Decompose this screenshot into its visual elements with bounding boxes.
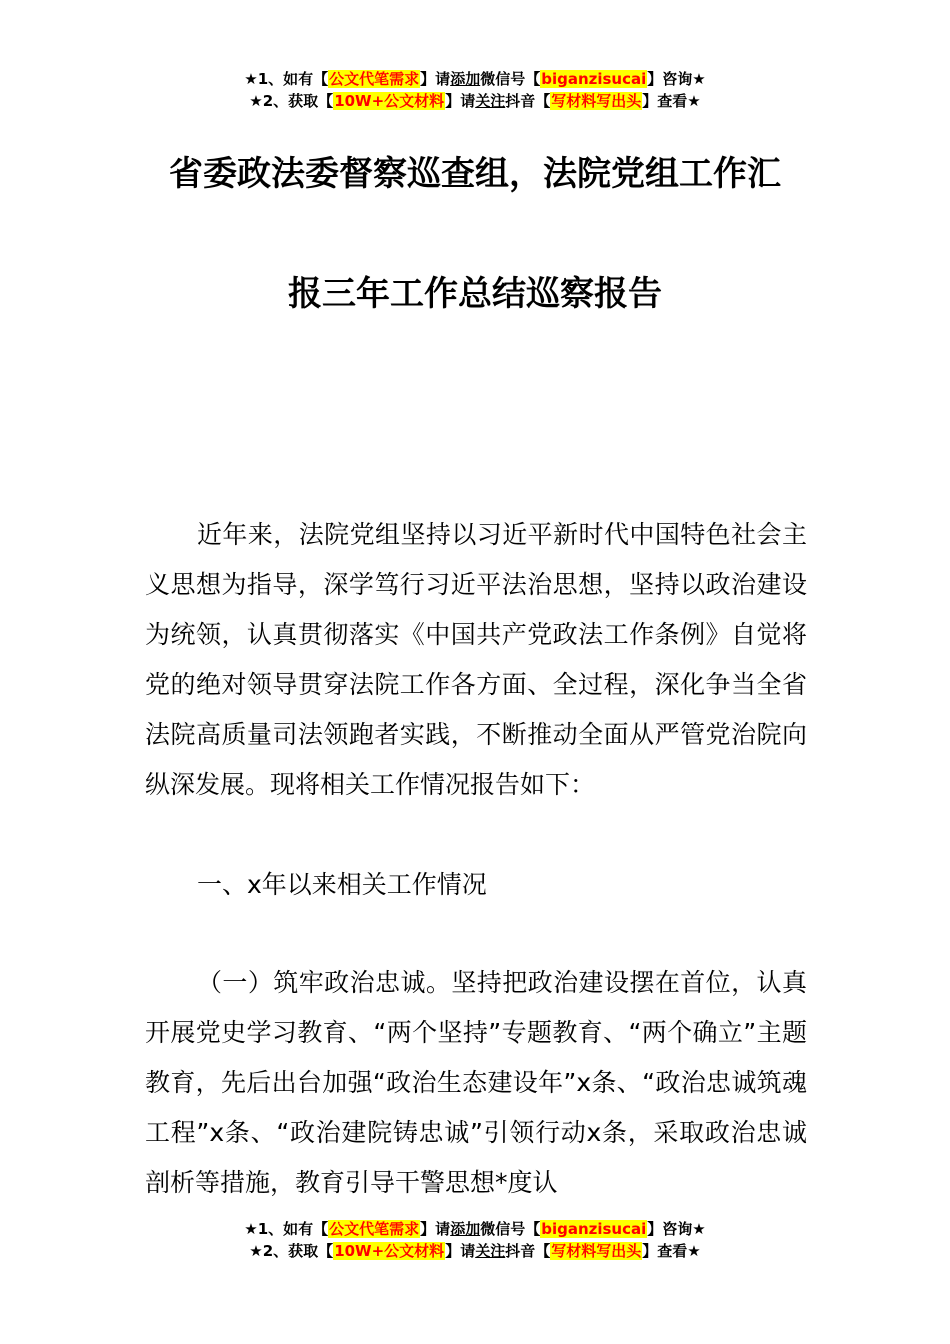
document-title-line-1: 省委政法委督察巡查组，法院党组工作汇 xyxy=(169,154,781,194)
underlined-text: 添加 xyxy=(450,70,481,88)
promo-line-1: ★1、如有【公文代笔需求】请添加微信号【biganzisucai】咨询★ xyxy=(244,1220,706,1238)
highlight-text: 10W+公文材料 xyxy=(334,1242,445,1260)
promo-banner-bottom xyxy=(0,1218,950,1262)
underlined-text: 添加 xyxy=(450,1220,481,1238)
douyin-account: 写材料写出头 xyxy=(551,92,642,110)
promo-line-2: ★2、获取【10W+公文材料】请关注抖音【写材料写出头】查看★ xyxy=(249,1242,701,1260)
intro-paragraph: 近年来，法院党组坚持以习近平新时代中国特色社会主义思想为指导，深学笃行习近平法治思想，坚持以政治建设为统领，认真贯彻落实《中国共产党政法工作条例》自觉将党的绝对领导贯穿法院工作各方面、全过程，深化争当全省法院高质量司法领跑者实践，不断推动全面从严管党治院向纵深发展。现将相关工作情况报告如下： xyxy=(145,520,807,799)
section-heading: 一、x年以来相关工作情况 xyxy=(197,870,487,899)
underlined-text: 关注 xyxy=(475,92,506,110)
highlight-text: 公文代笔需求 xyxy=(329,70,420,88)
highlight-text: 10W+公文材料 xyxy=(334,92,445,110)
douyin-account: 写材料写出头 xyxy=(551,1242,642,1260)
section-paragraph: （一）筑牢政治忠诚。坚持把政治建设摆在首位，认真开展党史学习教育、“两个坚持”专题教育、“两个确立”主题教育，先后出台加强“政治生态建设年”x条、“政治忠诚筑魂工程”x条、“政治建院铸忠诚”引领行动x条，采取政治忠诚剖析等措施，教育引导干警思想*度认 xyxy=(145,968,807,1197)
wechat-id: biganzisucai xyxy=(541,1220,647,1238)
promo-banner-top xyxy=(0,68,950,112)
underlined-text: 关注 xyxy=(475,1242,506,1260)
promo-line-1: ★1、如有【公文代笔需求】请添加微信号【biganzisucai】咨询★ xyxy=(244,70,706,88)
document-title-line-2: 报三年工作总结巡察报告 xyxy=(288,274,662,314)
wechat-id: biganzisucai xyxy=(541,70,647,88)
highlight-text: 公文代笔需求 xyxy=(329,1220,420,1238)
promo-line-2: ★2、获取【10W+公文材料】请关注抖音【写材料写出头】查看★ xyxy=(249,92,701,110)
